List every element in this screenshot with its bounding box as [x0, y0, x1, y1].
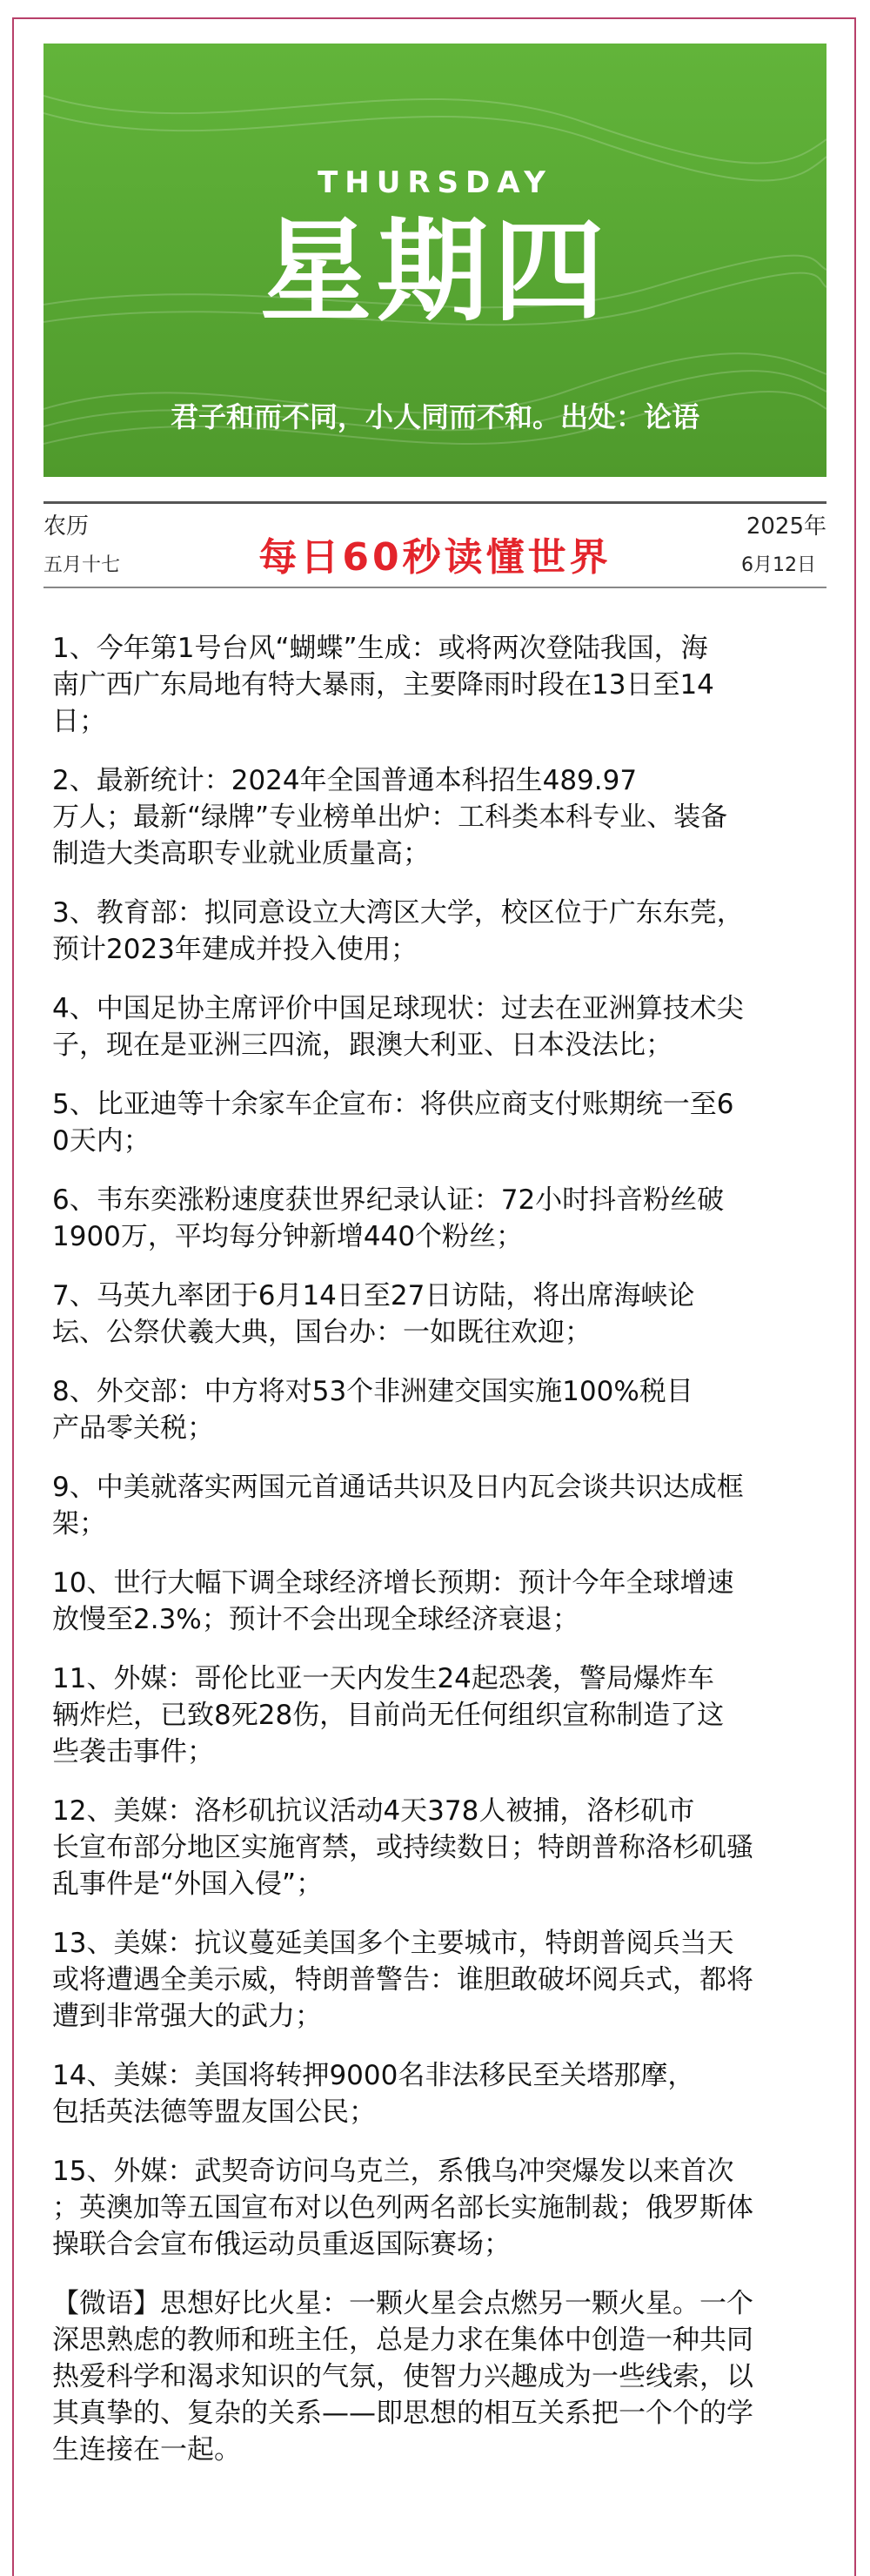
weekday-chinese: 星期四	[259, 207, 610, 337]
weekday-banner	[44, 44, 826, 477]
header-rule-bottom	[44, 587, 826, 588]
news-item: 2、最新统计：2024年全国普通本科招生489.97 万人；最新“绿牌”专业榜单出炉：工科类本科专业、装备 制造大类高职专业就业质量高；	[52, 765, 728, 869]
page-title: 每日60秒读懂世界	[258, 535, 612, 580]
news-item: 5、比亚迪等十余家车企宣布：将供应商支付账期统一至6 0天内；	[52, 1089, 734, 1157]
news-item: 14、美媒：美国将转押9000名非法移民至关塔那摩， 包括英法德等盟友国公民；	[52, 2060, 695, 2128]
news-item: 6、韦东奕涨粉速度获世界纪录认证：72小时抖音粉丝破 1900万，平均每分钟新增440个粉丝；	[52, 1184, 725, 1252]
weekday-english: THURSDAY	[318, 165, 552, 200]
news-item: 15、外媒：武契奇访问乌克兰，系俄乌冲突爆发以来首次 ；英澳加等五国宣布对以色列两名部长实施制裁；俄罗斯体 操联合会宣布俄运动员重返国际赛场；	[52, 2156, 753, 2260]
solar-date: 6月12日	[741, 554, 816, 576]
news-item: 11、外媒：哥伦比亚一天内发生24起恐袭，警局爆炸车 辆炸烂，已致8死28伤，目前尚无任何组织宣称制造了这 些袭击事件；	[52, 1663, 725, 1768]
year-label: 2025年	[746, 513, 826, 540]
news-item: 12、美媒：洛杉矶抗议活动4天378人被捕，洛杉矶市 长宣布部分地区实施宵禁，或持续数日；特朗普称洛杉矶骚 乱事件是“外国入侵”；	[52, 1795, 753, 1900]
news-item: 9、中美就落实两国元首通话共识及日内瓦会谈共识达成框 架；	[52, 1472, 744, 1540]
lunar-label: 农历	[44, 513, 90, 540]
header-rule-top	[44, 501, 826, 504]
news-item: 4、中国足协主席评价中国足球现状：过去在亚洲算技术尖 子，现在是亚洲三四流，跟澳大利亚、日本没法比；	[52, 993, 744, 1061]
news-item: 8、外交部：中方将对53个非洲建交国实施100%税目 产品零关税；	[52, 1376, 693, 1444]
news-item: 1、今年第1号台风“蝴蝶”生成：或将两次登陆我国，海 南广西广东局地有特大暴雨，主要降雨时段在13日至14 日；	[52, 633, 714, 737]
news-item: 10、世行大幅下调全球经济增长预期：预计今年全球增速 放慢至2.3%；预计不会出现全球经济衰退；	[52, 1567, 734, 1635]
lunar-date: 五月十七	[44, 554, 121, 576]
news-item: 13、美媒：抗议蔓延美国多个主要城市，特朗普阅兵当天 或将遭遇全美示威，特朗普警告：谁胆敢破坏阅兵式，都将 遭到非常强大的武力；	[52, 1928, 753, 2032]
news-item: 3、教育部：拟同意设立大湾区大学，校区位于广东东莞， 预计2023年建成并投入使用；	[52, 897, 744, 965]
news-item: 7、马英九率团于6月14日至27日访陆，将出席海峡论 坛、公祭伏羲大典，国台办：一如既往欢迎；	[52, 1280, 695, 1348]
weiyu-quote: 【微语】思想好比火星：一颗火星会点燃另一颗火星。一个 深思熟虑的教师和班主任，总是力求在集体中创造一种共同 热爱科学和渴求知识的气氛，使智力兴趣成为一些线索，以 其真挚的、复杂的关系——即思想的相互关系把一个个的学 生连接在一起。	[52, 2288, 753, 2465]
news-list	[52, 630, 844, 2468]
daily-quote: 君子和而不同，小人同而不和。出处：论语	[170, 400, 699, 433]
